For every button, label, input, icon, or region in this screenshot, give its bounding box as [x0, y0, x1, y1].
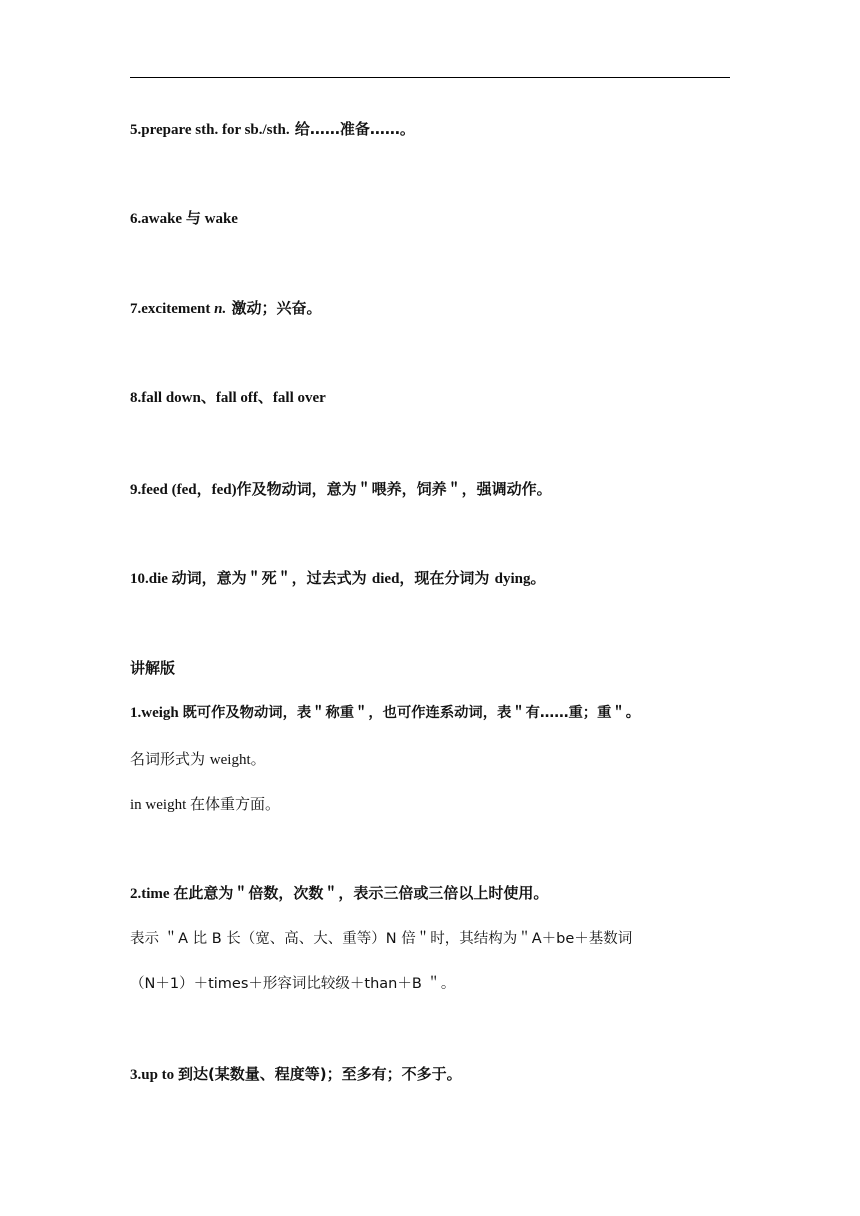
header-rule — [130, 77, 730, 78]
explain-item-2: 2.time 在此意为＂倍数，次数＂，表示三倍或三倍以上时使用。 — [130, 884, 549, 902]
explain-in-weight: in weight 在体重方面。 — [130, 795, 281, 813]
item-10: 10.die 动词，意为＂死＂，过去式为 died，现在分词为 dying。 — [130, 569, 546, 587]
explain-noun-form: 名词形式为 weight。 — [130, 750, 266, 768]
item-9: 9.feed (fed，fed)作及物动词，意为＂喂养，饲养＂，强调动作。 — [130, 480, 552, 498]
explain-structure-line-1: 表示 ＂A 比 B 长（宽、高、大、重等）N 倍＂时，其结构为＂A＋be＋基数词 — [130, 931, 633, 947]
item-6: 6.awake 与 wake — [130, 209, 238, 227]
section-title: 讲解版 — [130, 659, 176, 677]
item-5: 5.prepare sth. for sb./sth. 给……准备……。 — [130, 120, 415, 138]
item-7: 7.excitement n. 激动；兴奋。 — [130, 299, 322, 317]
item-8: 8.fall down、fall off、fall over — [130, 390, 326, 406]
explain-structure-line-2: （N＋1）＋times＋形容词比较级＋than＋B ＂。 — [130, 976, 456, 992]
explain-item-3: 3.up to 到达(某数量、程度等)；至多有；不多于。 — [130, 1065, 462, 1083]
explain-item-1: 1.weigh 既可作及物动词，表＂称重＂，也可作连系动词，表＂有……重；重＂。 — [130, 705, 640, 721]
